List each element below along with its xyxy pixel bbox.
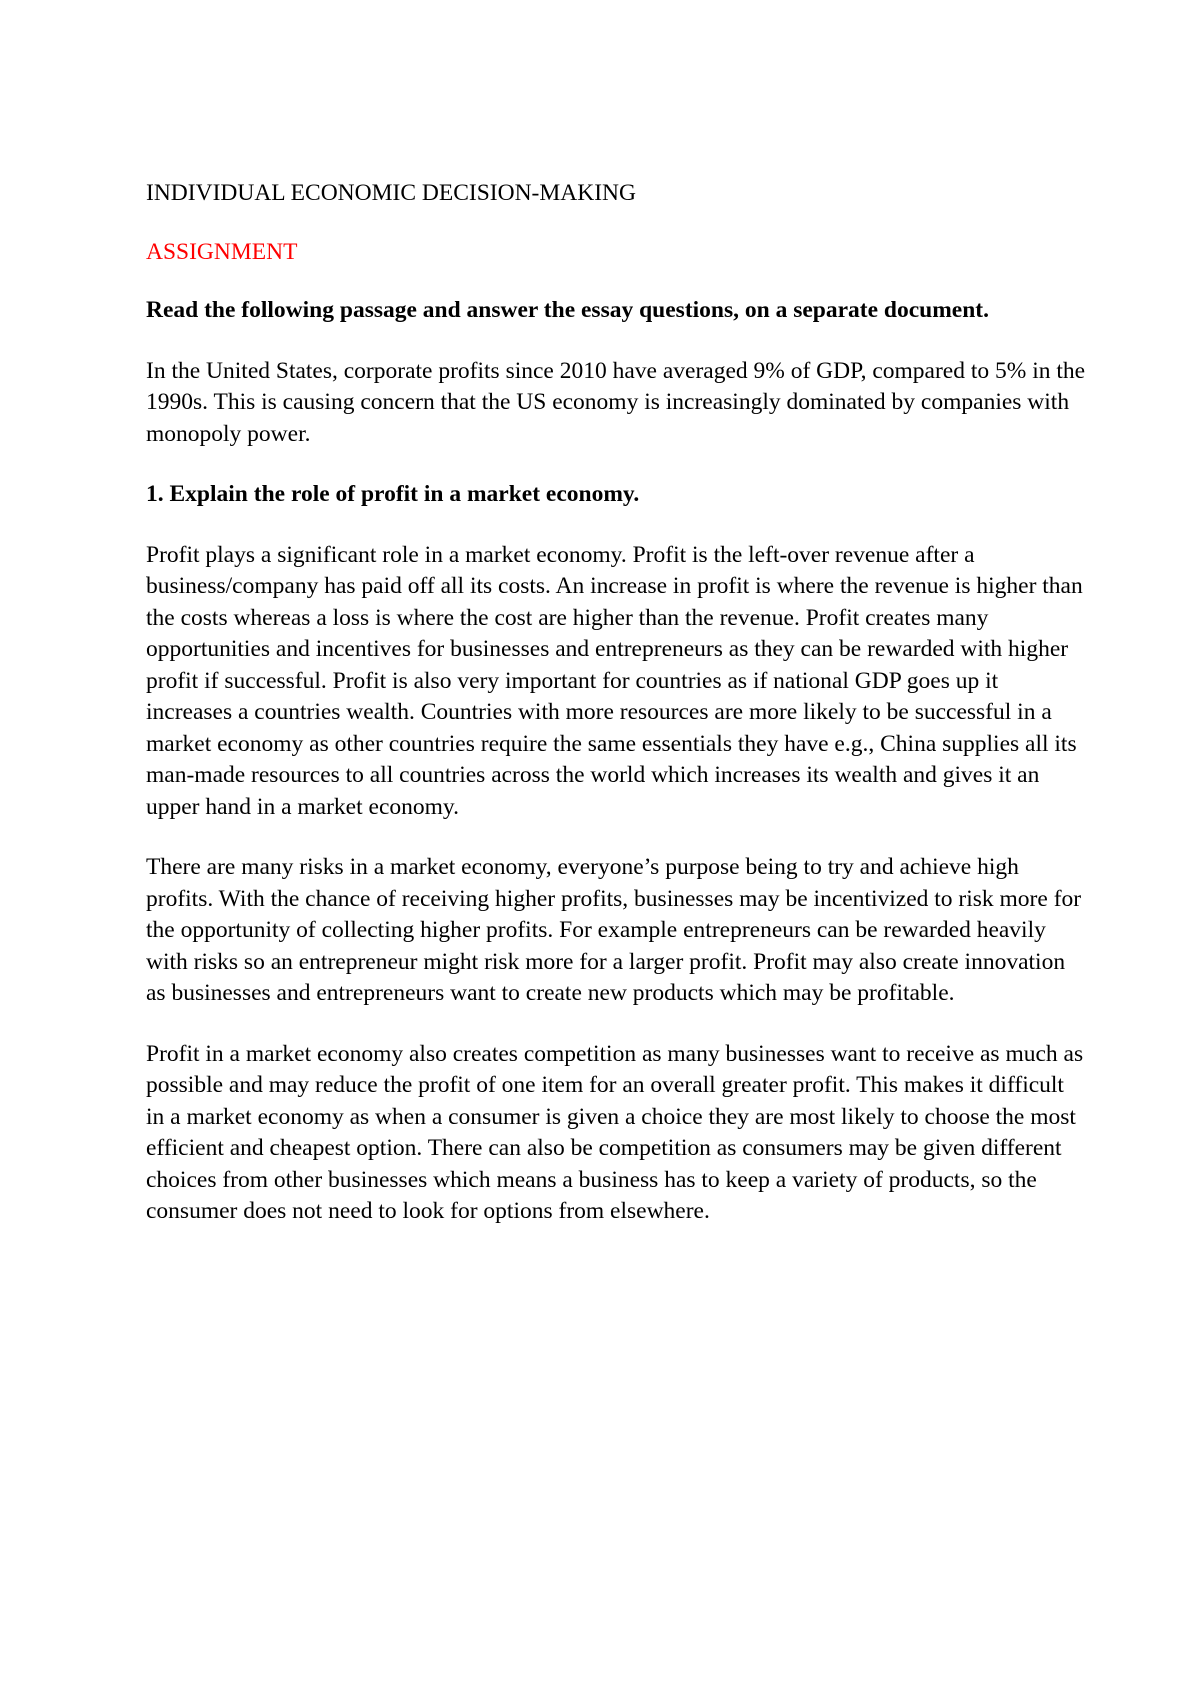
answer-paragraph-1: Profit plays a significant role in a market economy. Profit is the left-over revenue after a business/company has paid off all its costs. An increase in profit is where the revenue is higher than the costs whereas a loss is where the cost are higher than the revenue. Profit creates many opportunities and incentives for businesses and entrepreneurs as they can be rewarded with higher profit if successful. Profit is also very important for countries as if national GDP goes up it increases a countries wealth. Countries with more resources are more likely to be successful in a market economy as other countries require the same essentials they have e.g., China supplies all its man-made resources to all countries across the world which increases its wealth and gives it an upper hand in a market economy. bbox=[146, 541, 1083, 820]
document-title: INDIVIDUAL ECONOMIC DECISION-MAKING bbox=[146, 180, 636, 206]
intro-passage: In the United States, corporate profits since 2010 have averaged 9% of GDP, compared to 5% in the 1990s. This is causing concern that the US economy is increasingly dominated by companies with monopoly power. bbox=[146, 357, 1086, 447]
answer-paragraph-3: Profit in a market economy also creates competition as many businesses want to receive as much as possible and may reduce the profit of one item for an overall greater profit. This makes it difficult in a market economy as when a consumer is given a choice they are most likely to choose the most efficient and cheapest option. There can also be competition as consumers may be given different choices from other businesses which means a business has to keep a variety of products, so the consumer does not need to look for options from elsewhere. bbox=[146, 1040, 1084, 1224]
answer-paragraph-2: There are many risks in a market economy, everyone’s purpose being to try and achieve high profits. With the chance of receiving higher profits, businesses may be incentivized to risk more for the opportunity of collecting higher profits. For example entrepreneurs can be rewarded heavily with risks so an entrepreneur might risk more for a larger profit. Profit may also create innovation as businesses and entrepreneurs want to create new products which may be profitable. bbox=[146, 854, 1082, 1006]
document-body bbox=[146, 178, 1086, 1257]
question-heading: 1. Explain the role of profit in a market economy. bbox=[146, 481, 640, 507]
instruction-text: Read the following passage and answer the essay questions, on a separate document. bbox=[146, 297, 990, 323]
assignment-heading: ASSIGNMENT bbox=[146, 238, 298, 265]
